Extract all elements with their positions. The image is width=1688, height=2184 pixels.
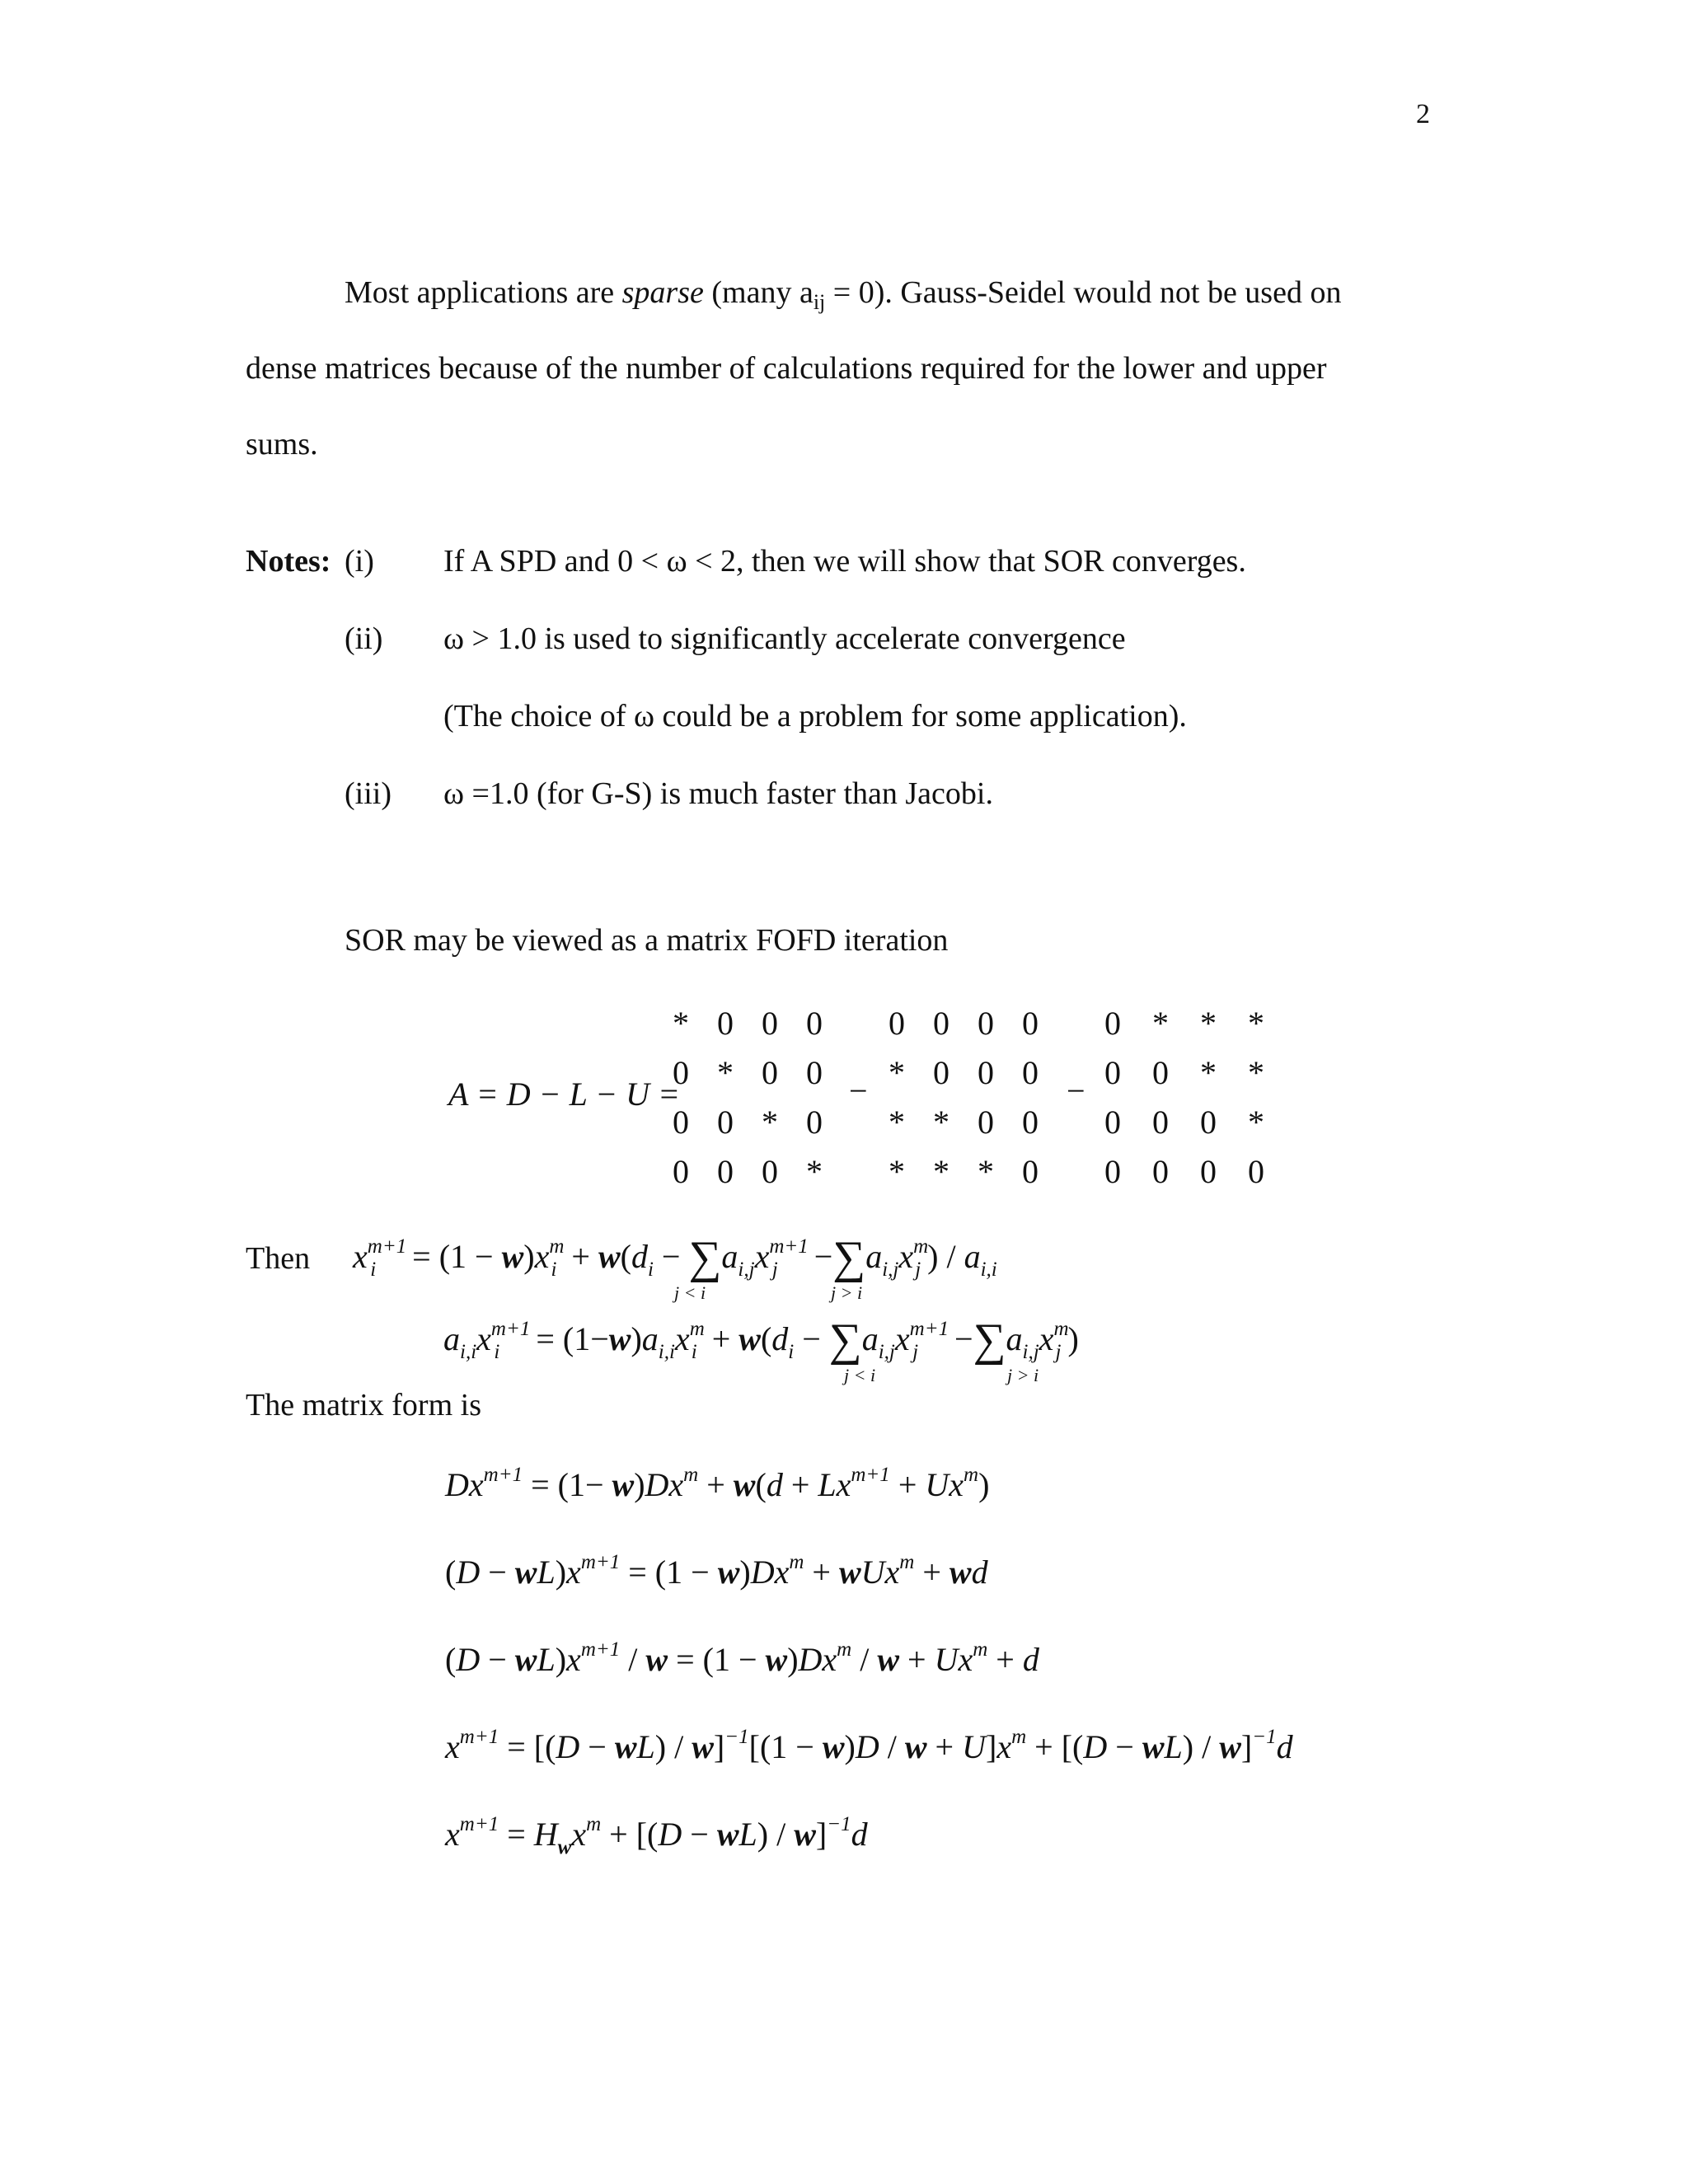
matrix-L-cell: 0 — [1022, 1005, 1039, 1042]
matrix-L-cell: 0 — [889, 1005, 905, 1042]
matrix-D-cell: 0 — [762, 1153, 778, 1190]
matrix-D-cell: 0 — [762, 1005, 778, 1042]
matrix-L-cell: * — [889, 1153, 905, 1190]
minus-sign-2: − — [1067, 1072, 1085, 1109]
matrix-U — [1096, 1004, 1294, 1193]
matrix-L — [880, 1004, 1062, 1193]
sum-limit-1a: j < i — [674, 1282, 706, 1303]
matrix-D-cell: * — [806, 1153, 823, 1190]
matrix-U-cell: * — [1248, 1104, 1264, 1141]
matrix-D-cell: 0 — [673, 1153, 689, 1190]
matrix-L-cell: * — [933, 1153, 950, 1190]
intro-line-3: sums. — [246, 427, 318, 462]
sum-limit-2a: j < i — [844, 1365, 876, 1385]
matrix-U-cell: * — [1152, 1005, 1169, 1042]
matrix-U-cell: 0 — [1248, 1153, 1264, 1190]
intro-text: Most applications are — [345, 275, 622, 310]
note-label-3: (iii) — [345, 776, 392, 811]
matrix-U-cell: 0 — [1152, 1104, 1169, 1141]
sum-limit-1b: j > i — [831, 1282, 863, 1303]
intro-text: = 0). Gauss-Seidel would not be used on — [825, 275, 1342, 310]
intro-line-1 — [345, 277, 1341, 313]
matrix-D-cell: * — [673, 1005, 689, 1042]
matrix-D-cell: 0 — [806, 1104, 823, 1141]
sum-limit-2b: j > i — [1007, 1365, 1039, 1385]
matrix-L-cell: 0 — [933, 1005, 950, 1042]
matrix-D-cell: 0 — [762, 1054, 778, 1091]
intro-line-2: dense matrices because of the number of calculations required for the lower and upper — [246, 351, 1327, 386]
matrix-U-cell: 0 — [1104, 1153, 1121, 1190]
matrix-D-cell: 0 — [717, 1153, 734, 1190]
matrix-D-cell: 0 — [806, 1005, 823, 1042]
note-label-1: (i) — [345, 544, 374, 579]
note-text-2: ω > 1.0 is used to significantly accelerate convergence — [443, 621, 1126, 656]
matrix-L-cell: * — [889, 1054, 905, 1091]
note-text-1: If A SPD and 0 < ω < 2, then we will show that SOR converges. — [443, 544, 1246, 579]
matrix-U-cell: * — [1200, 1005, 1217, 1042]
intro-text: (many a — [703, 275, 814, 310]
matrix-U-cell: 0 — [1200, 1153, 1217, 1190]
matrix-U-cell: 0 — [1104, 1104, 1121, 1141]
equation-3: $Dx^{m+1} = (1- w)Dx^m + w(d + Lx^{m+1} + Ux^m)$ — [445, 1464, 990, 1503]
page-number: 2 — [1416, 99, 1430, 129]
matrix-L-cell: 0 — [1022, 1054, 1039, 1091]
matrix-D-cell: 0 — [806, 1054, 823, 1091]
equation-4: $(D - wL)x^{m+1} = (1 - w)Dx^m + wUx^m$ + wd — [445, 1551, 988, 1591]
matrix-L-cell: 0 — [1022, 1153, 1039, 1190]
matrix-L-cell: 0 — [978, 1104, 994, 1141]
matrix-D — [664, 1004, 846, 1193]
intro-sparse: sparse — [621, 275, 704, 310]
decomposition-lhs: A = D − L − U = — [448, 1076, 680, 1113]
note-text-2b: (The choice of ω could be a problem for some application). — [443, 699, 1187, 733]
minus-sign-1: − — [849, 1072, 868, 1109]
equation-2: $a_{i,i}x^{m+1}_i = (1-w)a_{i,i}x^m_i + w(d_i - \sum a_{i,j}x^{m+1}_j -\sum a_{i,j}x^m_j$ ) — [443, 1315, 1079, 1366]
matrix-U-cell: 0 — [1104, 1054, 1121, 1091]
note-label-2: (ii) — [345, 621, 383, 656]
equation-7: $x^{m+1} = H_wx^m + [(D - wL) / w]^{-1}d$ — [445, 1813, 868, 1858]
matrix-D-cell: 0 — [673, 1054, 689, 1091]
matrix-L-cell: * — [889, 1104, 905, 1141]
matrix-D-cell: 0 — [673, 1104, 689, 1141]
equation-1: $x^{m+1}_i = (1 - w)x^m_i + w(d_i - \sum a_{i,j}x^{m+1}_j -\sum a_{i,j}x^m_j$ ) / $a_{i,i}$ — [353, 1232, 997, 1283]
matrix-L-cell: 0 — [978, 1005, 994, 1042]
matrix-U-cell: * — [1248, 1005, 1264, 1042]
matrix-form-label: The matrix form is — [246, 1388, 481, 1422]
matrix-L-cell: 0 — [933, 1054, 950, 1091]
matrix-D-cell: 0 — [717, 1104, 734, 1141]
matrix-D-cell: * — [717, 1054, 734, 1091]
matrix-D-cell: * — [762, 1104, 778, 1141]
matrix-U-cell: 0 — [1152, 1153, 1169, 1190]
matrix-U-cell: 0 — [1104, 1005, 1121, 1042]
matrix-L-cell: * — [978, 1153, 994, 1190]
notes-heading: Notes: — [246, 544, 331, 579]
matrix-L-cell: 0 — [1022, 1104, 1039, 1141]
then-label: Then — [246, 1241, 311, 1276]
matrix-U-cell: 0 — [1152, 1054, 1169, 1091]
equation-6: $x^{m+1} = [(D - wL) / w]^{-1}[(1 - w)D / w + U]x^m + [(D - wL) / w]^{-1}d$ — [445, 1726, 1293, 1765]
matrix-U-cell: * — [1248, 1054, 1264, 1091]
note-text-3: ω =1.0 (for G-S) is much faster than Jacobi. — [443, 776, 993, 811]
matrix-U-cell: 0 — [1200, 1104, 1217, 1141]
matrix-D-cell: 0 — [717, 1005, 734, 1042]
matrix-L-cell: 0 — [978, 1054, 994, 1091]
equation-5: $(D - wL)x^{m+1} / w = (1 - w)Dx^m / w + Ux^m + d$ — [445, 1638, 1039, 1678]
intro-subscript: ij — [813, 290, 826, 314]
matrix-L-cell: * — [933, 1104, 950, 1141]
matrix-U-cell: * — [1200, 1054, 1217, 1091]
sor-line: SOR may be viewed as a matrix FOFD iteration — [345, 923, 949, 958]
